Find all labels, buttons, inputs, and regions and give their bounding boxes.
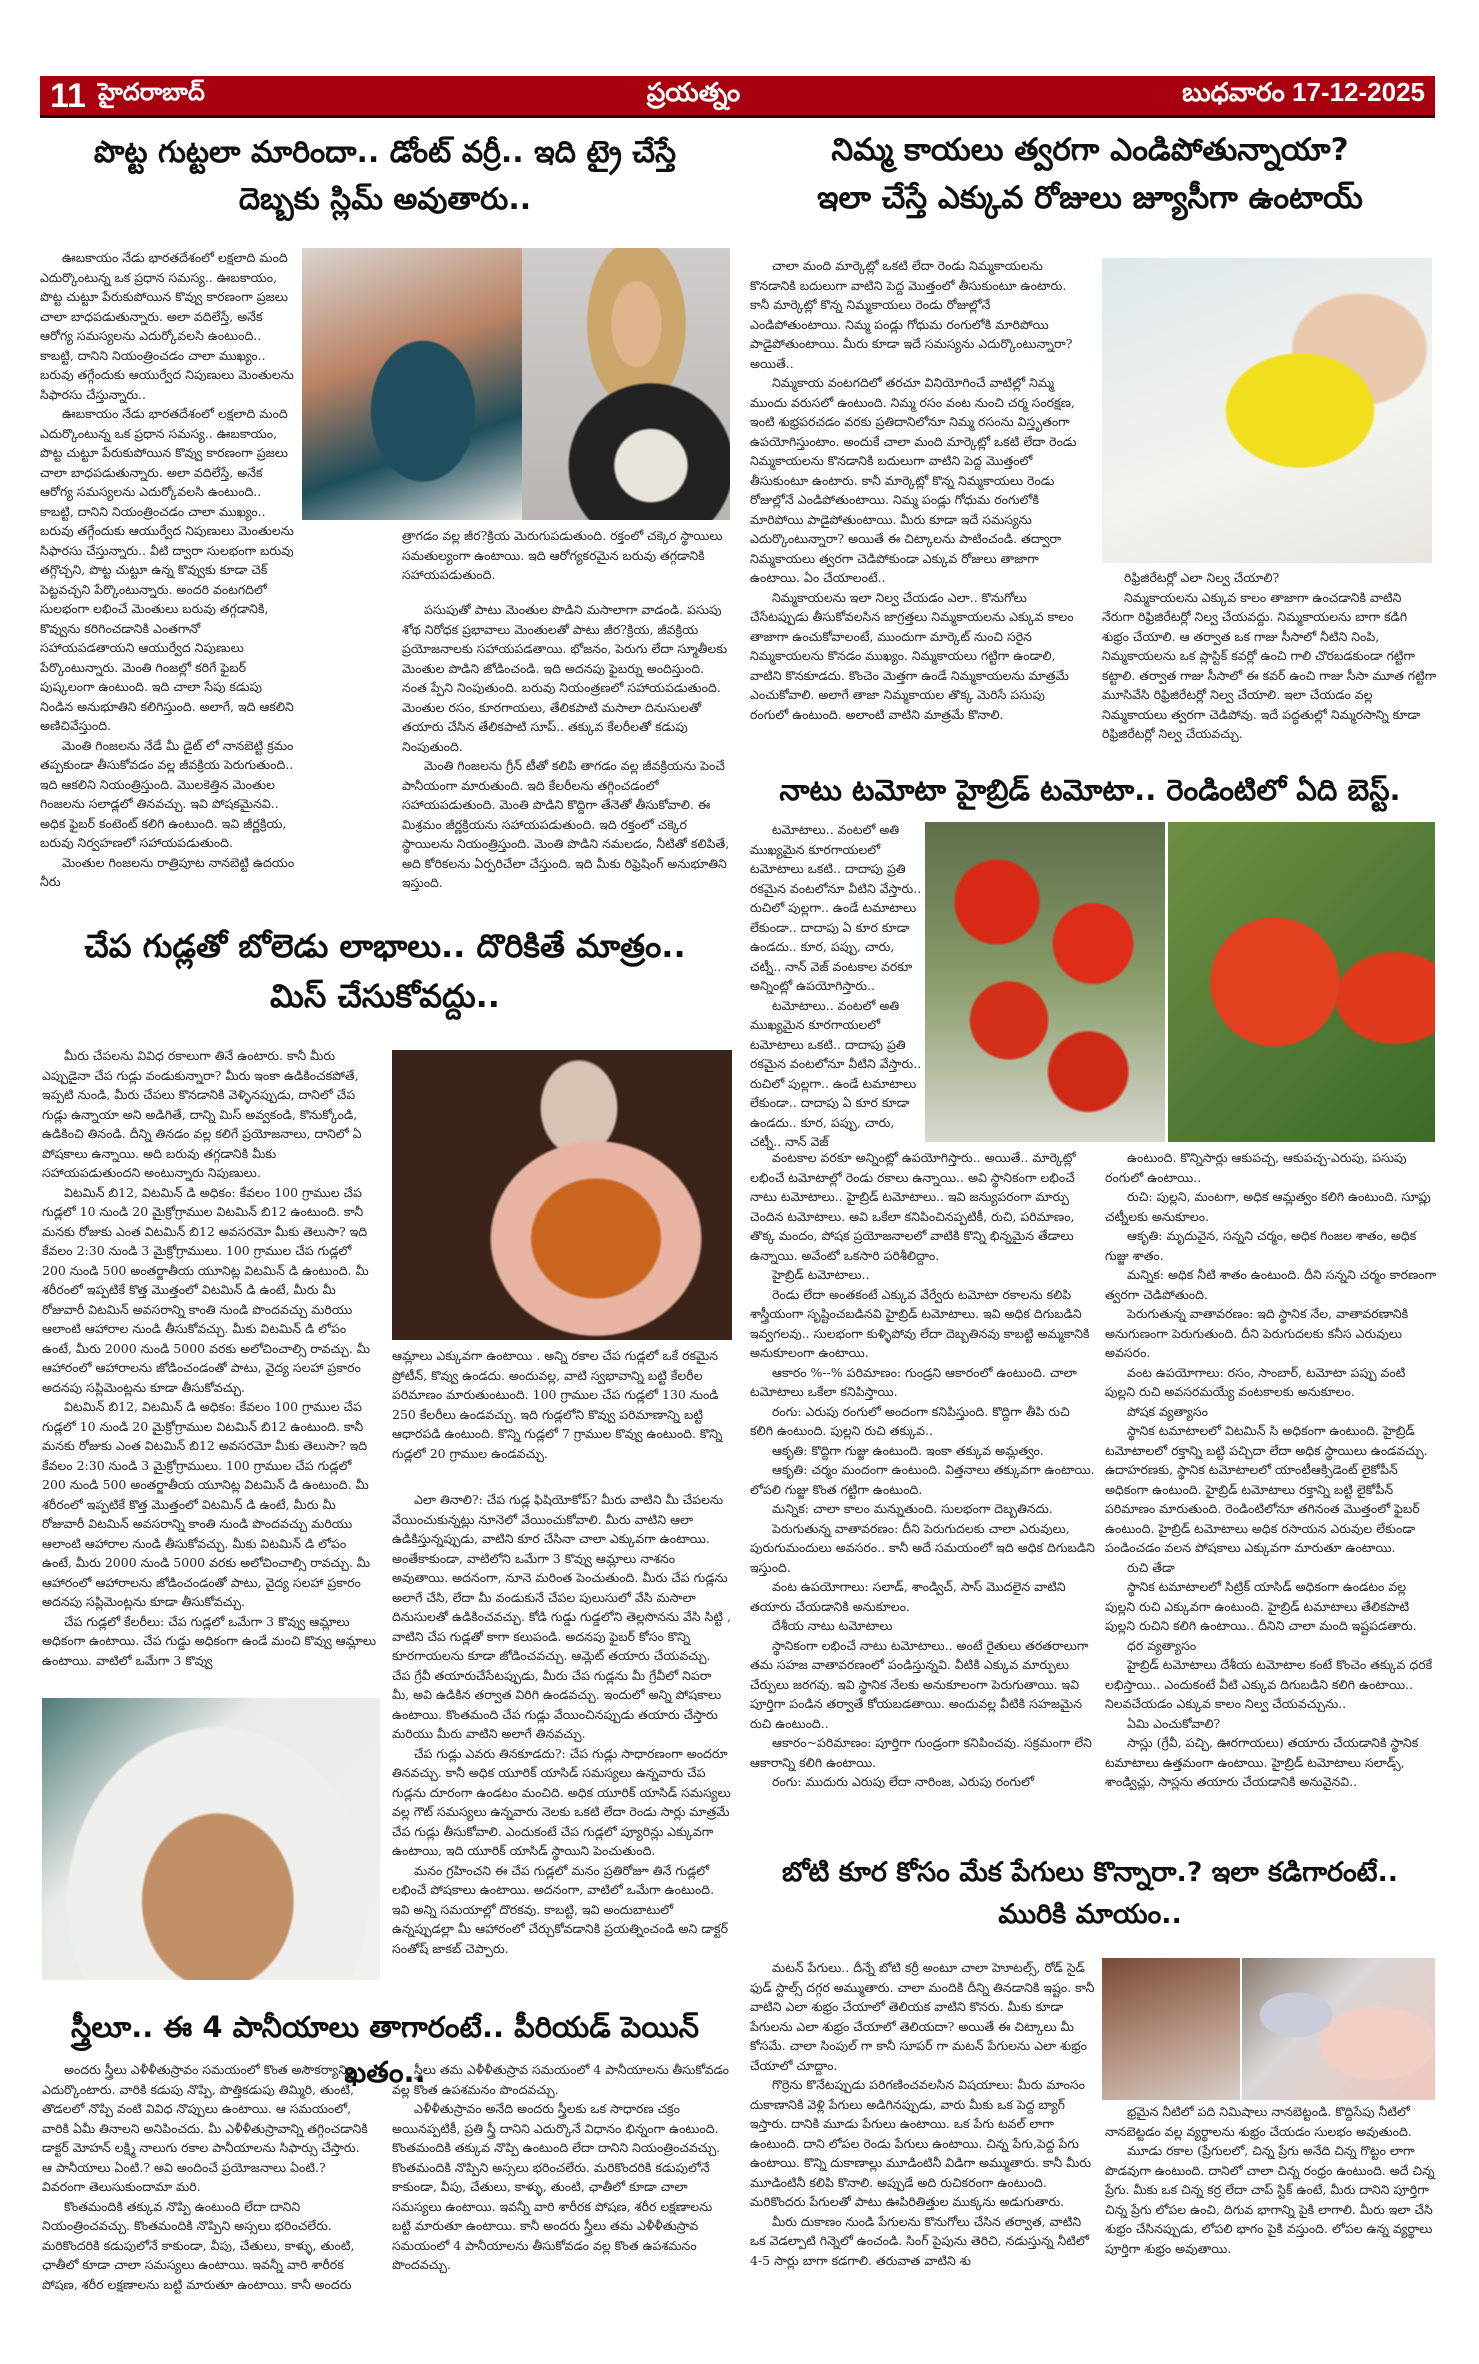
paragraph: ఆకృతి: కొద్దిగా గుజ్జు ఉంటుంది. ఇంకా తక్కువ అమ్లత్వం. (772, 1442, 1044, 1458)
ripe-tomato-closeup-photo (1168, 822, 1435, 1142)
paragraph: చేప గుడ్లలో కేలరీలు: చేప గుడ్లలో ఒమేగా 3 కొవ్వు ఆమ్లాలు అధికంగా ఉంటాయి. చేప గుడ్డు అధికంగా ఉండే మంచి కొవ్వు ఆమ్లాలు ఉంటాయి. వాటిలో ఒమేగా 3 కొవ్వు (42, 1613, 377, 1668)
paragraph: మెంతి గింజలను నేడే మీ డైట్ లో నానబెట్టి క్రమం తప్పకుండా తీసుకోవడం వల్ల జీవక్రియ పెరుగుతుంది.. ఇది ఆకలిని నియంత్రిస్తుంది. మొలకెత్తిన మెంతుల గింజలను సలాడ్లలో తినవచ్చు. ఇవి పోషకమైనవి.. అధిక ఫైబర్ కంటెంట్ కలిగి ఉంటుంది. ఇవి జీర్ణక్రియ, బరువు నిర్వహణలో సహాయపడుతుంది. (40, 737, 294, 850)
headline-line: దెబ్బకు స్లిమ్ అవుతారు.. (238, 181, 532, 217)
paragraph: గొర్రెను కొనేటప్పుడు పరిగణించవలసిన విషయాలు: మీరు మాంసం దుకాణానికి వెళ్లి పేగులు అడిగినప్పుడు, వారు మీకు ఒక పెద్ద బ్యాగ్ ఇస్తారు. దానికి మూడు పేగులు ఉంటాయి. ఒక పేగు టవల్ లాగా ఉంటుంది. దాని లోపల రెండు పేగులు ఉంటాయి. చిన్న పేగు,పెద్ద పేగు ఉంటాయి. కొన్ని దుకాణాల్లు మూడింటినీ విడిగా అమ్ముతారు. కానీ మీరు మూడింటినీ కలిపి కొనాలి. అప్పుడే అది రుచికరంగా ఉంటుంది. మరికొందరు పేగులతో పాటు ఊపిరితిత్తుల ముక్కను అడుగుతారు. (750, 2077, 1092, 2209)
paragraph: వంటకాల వరకూ అన్నింట్లో ఉపయోగిస్తారు.. అయితే.. మార్కెట్లో లభించే టమోటాల్లో రెండు రకాలు ఉన్నాయి.. అవి స్థానికంగా లభించే నాటు టమోటాలు.. హైబ్రిడ్ టమోటాలు.. ఇవి జన్యుపరంగా మార్పు చెందిన టమోటాలు. అవి ఒకేలా కనిపించినప్పటికీ, రుచి, పరిమాణం, తొక్క మందం, పోషక ప్రయోజనాలలో వాటికి కొన్ని భిన్నమైన తేడాలు ఉన్నాయి. అవేంటో ఒకసారి పరిశీలిద్దాం. (750, 1150, 1076, 1263)
paragraph: కొంతమందికి తక్కువ నొప్పి ఉంటుంది లేదా దానిని నియంత్రించవచ్చు. కొంతమందికి నొప్పిని అస్సలు భరించలేరు. మరికొందరికి కడుపులోనే కాకుండా, వీపు, చేతులు, కాళ్ళు, తుంటి, ఛాతీలో కూడా చాలా సమస్యలు ఉంటాయి. ఇవన్నీ వారి శారీరక పోషణ, శరీర లక్షణాలను బట్టి మారుతూ ఉంటాయి. కానీ అందరు (42, 2198, 355, 2292)
photo-shading (392, 1050, 732, 1340)
article-tomato-body-narrow (750, 820, 925, 1152)
paragraph: వంట ఉపయోగాలు: సలాడ్, శాండ్విచ్, సాస్ మొదలైన వాటిని తయారు చేయడానికి అనుకూలం. (750, 1579, 1066, 1614)
article-period-pain-headline: స్త్రీలూ.. ఈ 4 పానీయాలు తాగారంటే.. పీరియడ్ పెయిన్ ఖతం.. (70, 2010, 700, 2089)
paragraph: ఎళీళీతుస్రావం అనేది అందరు స్త్రీలకు ఒక సాధారణ చక్రం అయినప్పటికీ, ప్రతి స్త్రీ దానిని ఎదుర్కొనే విధానం భిన్నంగా ఉంటుంది. కొంతమందికి తక్కువ నొప్పి ఉంటుంది లేదా దానిని నియంత్రించవచ్చు. కొంతమందికి నొప్పిని అస్సలు భరించలేరు. మరికొందరికి కడుపులోనే కాకుండా, వీపు, చేతులు, కాళ్ళు, తుంటి, ఛాతీలో కూడా చాలా సమస్యలు ఉంటాయి. ఇవన్నీ వారి శారీరక పోషణ, శరీర లక్షణాలను బట్టి మారుతూ ఉంటాయి. కానీ అందరు స్త్రీలు తమ ఎళీళీతుస్రావ సమయంలో 4 పానీయాలను తీసుకోవడం వల్ల కొంత ఉపశమనం పొందవచ్చు. (392, 2101, 721, 2272)
paragraph: రంగు: ఎరుపు రంగులో అందంగా కనిపిస్తుంది. కొద్దిగా తీపి రుచి కలిగి ఉంటుంది. పుల్లని రుచి తక్కువ.. (750, 1403, 1070, 1438)
article-belly-body-right (402, 600, 730, 893)
paragraph: పసుపుతో పాటు మెంతుల పొడిని మసాలాగా వాడండి. పసుపు శోథ నిరోధక ప్రభావాలు మెంతులతో పాటు జీర?క్రియ, జీవక్రియ ప్రయోజనాలకు సహాయపడతాయి. భోజనం, పెరుగు లేదా స్మూతీలకు మెంతుల పొడిని జోడించండి. ఇది అదనపు ఫైబర్ను అందిస్తుంది. నంత ప్పేని నింపుతుంది. బరువు నియంత్రణలో సహాయపడుతుంది. మెంతుల రసం, కూరగాయలు, తేలికపాటి మసాలా దినుసులతో తయారు చేసిన తేలికపాటి సూప్.. తక్కువ కేలరీలతో కడుపు నింపుతుంది. (402, 602, 728, 754)
paragraph: మన్నిక: అధిక నీటి శాతం ఉంటుంది. దీని సన్నని చర్మం కారణంగా త్వరగా చెడిపోతుంది. (1105, 1267, 1437, 1302)
fish-roe-on-plate-photo (42, 1698, 380, 1980)
masthead-bar (40, 76, 1435, 118)
edition-city: హైదరాబాద్ (97, 79, 205, 106)
article-lemon-fridge-section (1102, 568, 1437, 744)
headline-line: మిస్ చేసుకోవద్దు.. (270, 976, 500, 1015)
paragraph: దేశీయ నాటు టమోటాలు (772, 1618, 893, 1633)
paragraph: నిమ్మకాయలను ఇలా నిల్వ చేయడం ఎలా.. కొనుగోలు చేసేటప్పుడు తీసుకోవలసిన జాగ్రత్తలు నిమ్మకాయలను ఎక్కువ కాలం తాజాగా ఉంచుకోవాలంటే, ముందుగా మార్కెట్ నుంచి సరైన నిమ్మకాయలను కొనడం ముఖ్యం. నిమ్మకాయలు గట్టిగా ఉండాలి, వాటిని కొనకూడదు. కొంచెం మెత్తగా ఉండే నిమ్మకాయలను మాత్రమే ఎంచుకోవాలి. అలాగే తాజా నిమ్మకాయల తొక్క మెరిసే పసుపు రంగులో ఉంటుంది. అలాంటి వాటిని మాత్రమే కొనాలి. (750, 589, 1074, 722)
paragraph: చాలా మంది మార్కెట్లో ఒకటి లేదా రెండు నిమ్మకాయలను కొనడానికి బదులుగా వాటిని పెద్ద మొత్తంలో తీసుకుంటూ ఉంటారు. కానీ మార్కెట్లో కొన్న నిమ్మకాయలు రెండు రోజుల్లోనే ఎండిపోతుంటాయి. నిమ్మ పండ్లు గోధుమ రంగులోకి మారిపోయి పాడైపోతుంటాయి. మీరు కూడా ఇదే సమస్యను ఎదుర్కొంటున్నారా? అయితే.. (750, 258, 1073, 371)
paragraph: స్థానిక టమాటాలలో విటమిన్ సి అధికంగా ఉంటుంది. హైబ్రిడ్ టమోటాలలో రక్తాన్ని బట్టి పచ్చిదా లేదా అధిక స్థాయిలు ఉండవచ్చు. ఉదాహరణకు, స్థానిక టమోటాలలో యాంటీఆక్సిడెంట్ లైకోపీన్ అధికంగా ఉంటుంది. హైబ్రిడ్ టమోటాలు రక్తాన్ని బట్టి లైకోపీన్ పరిమాణం మారుతుంది. రెండింటిలోనూ తగినంత మొత్తంలో ఫైబర్ ఉంటుంది. హైబ్రిడ్ టమోటాలు అధిక రసాయన ఎరువుల లేకుండా పండించడం వలన పోషకాలు ఎక్కువగా మారుతూ ఉంటాయి. (1105, 1423, 1428, 1555)
paragraph: ఊబకాయం నేడు భారతదేశంలో లక్షలాది మంది ఎదుర్కొంటున్న ఒక ప్రధాన సమస్య.. ఊబకాయం, పొట్ట చుట్టూ పేరుకుపోయిన కొవ్వు కారణంగా ప్రజలు చాలా బాధపడుతున్నారు. అలా వదిలేస్తే, అనేక ఆరోగ్య సమస్యలను ఎదుర్కోవలసి ఉంటుంది.. కాబట్టి, దానిని నియంత్రించడం చాలా ముఖ్యం.. బరువు తగ్గేందుకు ఆయుర్వేద నిపుణులు మెంతులను సిఫారసు చేస్తున్నారు.. (40, 250, 294, 402)
article-lemon-body (750, 256, 1085, 724)
article-boti-headline (745, 1852, 1435, 1936)
lemon-in-plastic-bag-photo (1102, 258, 1432, 563)
paragraph: ఆకృతి: చర్మం మందంగా ఉంటుంది. విత్తనాలు తక్కువగా ఉంటాయి. లోపలి గుజ్జు కొంత గట్టిగా ఉంటుంది. (750, 1462, 1095, 1497)
newspaper-brand: ప్రయత్నం (646, 77, 741, 107)
paragraph: ఆకారం %--% పరిమాణం: గుండ్రని ఆకారంలో ఉంటుంది. చాలా టమోటాలు ఒకేలా కనిపిస్తాయి. (750, 1364, 1077, 1399)
photo-shading (302, 248, 522, 520)
photo-shading (42, 1698, 380, 1980)
article-belly-body-left (40, 248, 295, 892)
article-belly-caption: త్రాగడం వల్ల జీర?క్రియ మెరుగుపడుతుంది. రక్తంలో చక్కెర స్థాయిలు సమతుల్యంగా ఉంటాయి. ఇది ఆరోగ్యకరమైన బరువు తగ్గడానికి సహాయపడుతుంది. (402, 528, 723, 582)
article-fish-roe-body-right (392, 1490, 732, 1958)
photo-shading (522, 248, 730, 520)
article-fish-roe-headline (40, 922, 730, 1021)
headline-line: పొట్ట గుట్టలా మారిందా.. డోంట్ వర్రీ.. ఇది ట్రై చేస్తే (93, 135, 677, 170)
masthead-left (50, 76, 205, 115)
paragraph: టమోటాలు.. వంటలో అతి ముఖ్యమైన కూరగాయలలో టమోటాలు ఒకటి.. దాదాపు ప్రతి రకమైన వంటలోనూ వీటిని వేస్తారు.. రుచిలో పుల్లగా.. ఉండే టమాటాలు లేకుండా.. దాదాపు ఏ కూర కూడా ఉండదు.. కూర, పప్పు, చారు, చట్నీ.. నాన్ వెజ్ (750, 997, 922, 1149)
paragraph: పోషక వ్యత్యాసం (1127, 1403, 1208, 1419)
article-belly-headline (40, 130, 730, 223)
goat-intestines-in-plate-photo (1242, 1958, 1435, 2100)
headline-line: ఇలా చేస్తే ఎక్కువ రోజులు జ్యూసీగా ఉంటాయ్ (817, 180, 1363, 217)
photo-shading (925, 822, 1165, 1142)
article-tomato-headline: నాటు టమోటా హైబ్రిడ్ టమోటా.. రెండింటిలో ఏది బెస్ట్. (779, 773, 1401, 807)
paragraph: నిమ్మకాయలను ఎక్కువ కాలం తాజాగా ఉంచడానికి వాటిని నేరుగా రిఫ్రిజిరేటర్లో నిల్వ చేయవద్దు. నిమ్మకాయలను బాగా కడిగి శుభ్రం చేయాలి. ఆ తర్వాత ఒక గాజు సీసాలో నీటిని నింపి, నిమ్మకాయలను ఒక ప్లాస్టిక్ కవర్లో ఉంచి గాలి చొరబడకుండా గట్టిగా కట్టాలి. తర్వాత గాజు సీసాలో ఈ కవర్ ఉంచి గాజు సీసా మూత గట్టిగా మూసివేసి రిఫ్రిజిరేటర్లో నిల్వ చేయాలి. ఇలా చేయడం వల్ల నిమ్మకాయలు త్వరగా చెడిపోవు. ఇదే పద్ధతుల్లో నిమ్మరసాన్ని కూడా రిఫ్రిజిరేటర్లో నిల్వ చేయవచ్చు. (1102, 589, 1437, 741)
fish-with-roe-photo (392, 1050, 732, 1340)
paragraph: స్థానిక టమాటాలలో సిట్రిక్ యాసిడ్ అధికంగా ఉండటం వల్ల పుల్లని రుచి ఎక్కువగా ఉంటుంది. హైబ్రిడ్ టమాటాలు తేలికపాటి పుల్లని రుచిని కలిగి ఉంటాయి.. దీనిని చాలా మంది ఇష్టపడతారు. (1105, 1579, 1417, 1633)
paragraph: మటన్ పేగులు.. దీన్నే బోటి కర్రీ అంటూ చాలా హెూటల్స్, రోడ్ సైడ్ ఫుడ్ స్టాల్స్ దగ్గర అమ్ముతారు. చాలా మందికి దీన్ని తినడానికి ఇష్టం. కానీ వాటిని ఎలా శుభ్రం చేయాలో తెలియక వాటిని కొనరు. మీకు కూడా పేగులను ఎలా శుభ్రం చేయాలో తెలియదా? అయితే ఈ చిట్కాలు మీ కోసమే. చాలా సింపుల్ గా కానీ సూపర్ గా మటన్ పేగులను ఎలా శుభ్రం చేయాలో చూద్దాం. (750, 1960, 1095, 2073)
paragraph: ఏమి ఎంచుకోవాలి? (1127, 1715, 1221, 1731)
paragraph: ఎలా తినాలి?: చేప గుడ్ల ఫిషియోకోప్? మీరు వాటిని మీ చేపలను వేయించుకున్నట్లు నూనెలో వేయించుకోవాలి. మీరు వాటిని ఆలా ఉడికిస్తున్నప్పుడు, వాటిని కూర చేసినా చాలా ఎక్కువగా ఉంటాయి. అంతేకాకుండా, వాటిలోని ఒమేగా 3 కొవ్వు ఆమ్లాలు నాశనం అవుతాయి. అదనంగా, నూనె మరింత పెంచుతుంది. మీరు చేప గుడ్లను అలాగే చేసి, లేదా మీ వండుకునే చేపల పులుసులో వేసి మసాలా దినుసులతో ఉడికించవచ్చు. కోడి గుడ్డు గుడ్డలోని తెల్లసొనను వేసి సిట్టి , వాటిని చేప గుడ్లతో కాగా కలుపండి. అదనపు ఫైబర్ కోసం కొన్ని కూరగాయలను కూడా జోడించవచ్చు. ఆమ్లెట్ తయారు చేయవచ్చు. చేప గ్రేవీ తయారుచేసేటప్పుడు, మీరు చేప గుడ్లను మీ గ్రేవీలో నిపరా మీ, అవి ఉడికిన తర్వాత విరిగి ఉండవచ్చు. ఇందులో అన్ని పోషకాలు ఉంటాయి. కొంతమంది చేప గుడ్లు వేయించినప్పుడు తయారు చేస్తారు మరియు మీరు వాటిని అలాగే తినవచ్చు. (392, 1492, 731, 1741)
headline-line: చేప గుడ్లతో బోలెడు లాభాలు.. దొరికితే మాత్రం.. (84, 927, 686, 965)
paragraph: ధర వ్యత్యాసం (1127, 1637, 1197, 1653)
article-tomato-body-left (750, 1148, 1095, 1792)
fridge-subheading: రిఫ్రిజిరేటర్లో ఎలా నిల్వ చేయాలి? (1124, 570, 1280, 585)
photo-shading (1242, 1958, 1435, 2100)
paragraph: రెండు లేదా అంతకంటే ఎక్కువ వేర్వేరు టమోటా రకాలను కలిపి శాస్త్రీయంగా సృష్టించబడినవి హైబ్రిడ్ టమోటాలు. ఇవి అధిక దిగుబడిని ఇవ్వగలవు.. సులభంగా కుళ్ళిపోవు లేదా దెబ్బతినవు కాబట్టి అమ్మకానికి అనుకూలంగా ఉంటాయి. (750, 1286, 1090, 1360)
photo-shading (1102, 258, 1432, 563)
paragraph: చేప గుడ్లు ఎవరు తినకూడదు?: చేప గుడ్లు సాధారణంగా అందరూ తినవచ్చు. కానీ అధిక యూరిక్ యాసిడ్ సమస్యలు ఉన్నవారు చేప గుడ్లను దూరంగా ఉండటం మంచిది. అధిక యూరిక్ యాసిడ్ సమస్యలు వల్ల గౌట్ సమస్యలు ఉన్నవారు నెలకు ఒకటి లేదా రెండు సార్లు మాత్రమే చేప గుడ్లు తీసుకోవాలి. ఎందుకంటే చేప గుడ్లలో ప్యూరిన్లు ఎక్కువగా ఉంటాయి, ఇది యూరిక్ యాసిడ్ స్థాయిని పెంచుతుంది. (392, 1745, 731, 1858)
headline-line: బోటి కూర కోసం మేక పేగులు కొన్నారా.? ఇలా కడిగారంటే.. (781, 1857, 1399, 1888)
paragraph: అందరు స్త్రీలు ఎళీళీతుస్రావం సమయంలో కొంత అసౌకర్యాన్ని ఎదుర్కొంటారు. వారికి కడుపు నొప్పి, పొత్తికడుపు తిమ్మిరి, తుంటి, తొడలలో నొప్పి వంటి వివిధ నొప్పులు ఉంటాయి. ఆ సమయంలో, వారికి ఏమీ తినాలని అనిపించదు. మీ ఎళీళీతుస్రావాన్ని తగ్గించడానికి డాక్టర్ మోహన్ లక్ష్మి నాలుగు రకాల పానీయాలను సిఫార్సు చేస్తారు. ఆ పానీయాలు ఏంటి.? అవి అందించే ప్రయోజనాలు ఏంటి.? వివరంగా తెలుసుకుందామా మరి. (42, 2062, 368, 2194)
article-lemon-headline (745, 126, 1435, 222)
paragraph: మెంతి గింజలను గ్రీన్ టీతో కలిపి తాగడం వల్ల జీవక్రియను పెంచే పానీయంగా మారుతుంది. ఇది కేలరీలను తగ్గించడంలో సహాయపడుతుంది. మెంతి పొడిని కొద్దిగా తేనెతో తీసుకోవాలి. ఈ మిశ్రమం జీర్ణక్రియను సహాయపడుతుంది. ఇది రక్తంలో చక్కెర స్థాయిలను నియంత్రిస్తుంది. మెంతి పొడిని నమలడం, నీటితో కలిపితే, అది కోరికలను ఏర్పరిచేలా చేస్తుంది. ఇది మీకు రిఫ్రెషింగ్ అనుభూతిని ఇస్తుంది. (402, 758, 730, 890)
article-period-pain-body-left (42, 2060, 372, 2294)
page-number: 11 (50, 76, 86, 115)
paragraph: మీరు దుకాణం నుండి పేగులను కొనుగోలు చేసిన తర్వాత, వాటిని ఒక వెడల్పాటి గిన్నెలో ఉంచండి. సింగ్ పైపును తెరిచి, నడుస్తున్న నీటిలో 4-5 సార్లు బాగా కడగాలి. తరువాత వాటిని శు (750, 2213, 1089, 2268)
article-fish-roe-caption: ఆమ్లాలు ఎక్కువగా ఉంటాయి . అన్ని రకాల చేప గుడ్లలో ఒకే రకమైన ప్రోటీన్, కొవ్వు ఉండదు. అందువల్ల, వాటి స్వభావాన్ని బట్టి కేలరీల పరిమాణం మారుతుంటుంది. 100 గ్రాముల చేప గుడ్లలో 130 నుండి 250 కేలరీలు ఉండవచ్చు. ఇది గుడ్లలోని కొవ్వు పరిమాణాన్ని బట్టి ఆధారపడి ఉంటుంది. కొన్ని గుడ్లలో 7 గ్రాముల కొవ్వు ఉంటుంది. కొన్ని గుడ్లలో 20 గ్రాముల ఉండవచ్చు. (392, 1348, 723, 1461)
paragraph: విటమిన్ బి12, విటమిన్ డి అధికం: కేవలం 100 గ్రాముల చేప గుడ్లలో 10 నుండి 20 మైక్రోగ్రాముల విటమిన్ బి12 ఉంటుంది. కానీ మనకు రోజుకు ఎంత విటమిన్ బి12 అవసరమో మీకు తెలుసా? ఇది కేవలం 2:30 నుండి 3 మైక్రోగ్రాములు. 100 గ్రాముల చేప గుడ్లలో 200 నుండి 500 అంతర్జాతీయ యూనిట్ల విటమిన్ డి ఉంటుంది. మీ శరీరంలో ఇప్పటికే కొత్త మొత్తంలో విటమిన్ డి ఉంటే, మీరు మీ రోజువారీ విటమిన్ అవసరాన్ని కాంతి నుండి పొందవచ్చు మరియు ఆలాంటి ఆహారాల నుండి తీసుకోవచ్చు. మీకు విటమిన్ డి లోపం ఉంటే, మీరు 2000 నుండి 5000 వరకు అలోచించాల్సి రావచ్చు. మీ ఆహారంలో ఆహారాలను జోడించండంతో పాటు, వైద్య సలహా ప్రకారం అదనపు సప్లిమెంట్లను కూడా తీసుకోవచ్చు. (42, 1184, 371, 1395)
article-fish-roe-body-left (42, 1046, 377, 1670)
paragraph: స్త్రీలు తమ ఎళీళీతుస్రావ సమయంలో 4 పానీయాలను తీసుకోవడం వల్ల కొంత ఉపశమనం పొందవచ్చు. (392, 2062, 730, 2097)
paragraph: ఆకృతి: మృదువైన, సన్నని చర్మం, అధిక గింజల శాతం, అధిక గుజ్జు శాతం. (1105, 1228, 1417, 1263)
paragraph: సాస్లు (గ్రేవీ, పచ్చి, ఊరగాయలు) తయారు చేయడానికి స్థానిక టమాటాలు ఉత్తమంగా ఉంటాయి. హైబ్రిడ్ టమోటాలు సలాడ్స్, శాండ్విచ్లు, సాస్లను తయారు చేయడానికి అనువైనవి.. (1105, 1735, 1419, 1789)
paragraph: హైబ్రిడ్ టమోటాలు.. (772, 1267, 870, 1282)
paragraph: మీరు చేపలను వివిధ రకాలుగా తినే ఉంటారు. కానీ మీరు ఎప్పుడైనా చేప గుడ్లు వండుకున్నారా? మీరు ఇంకా ఉడికించకపోతే, ఇప్పటి నుండి, మీరు చేపలు కొనడానికి వెళ్ళినప్పుడు, దానిలో చేప గుడ్లు ఉన్నాయా అని అడిగితే, దాన్ని మిస్ అవ్వకండి, కొనుక్కోండి, ఉడికించి తినండి. దీన్ని తినడం వల్ల కలిగే ప్రయోజనాలు, దానిలో ఏ పోషకాలు ఉన్నాయి. అది బరువు తగ్గడానికి మీకు సహాయపడుతుందని అంటున్నారు నిపుణులు. (42, 1048, 362, 1180)
paragraph: మన్నిక: చాలా కాలం మన్నుతుంది. సులభంగా దెబ్బతినదు. (772, 1501, 1053, 1516)
headline-line: మురికి మాయం.. (998, 1898, 1182, 1930)
article-period-pain-body-right (392, 2060, 732, 2275)
paragraph: రుచి: పుల్లని, మంటగా, అధిక ఆమ్లత్వం కలిగి ఉంటుంది. సూప్లు చట్నీలకు అనుకూలం. (1105, 1189, 1431, 1224)
headline-line: నిమ్మ కాయలు త్వరగా ఎండిపోతున్నాయా? (831, 132, 1349, 168)
issue-date: బుధవారం 17-12-2025 (1182, 77, 1425, 107)
paragraph: ఉంటుంది. కొన్నిసార్లు ఆకుపచ్చ, ఆకుపచ్చ-ఎరుపు, పసుపు రంగులో ఉంటాయి.. (1105, 1150, 1407, 1185)
paragraph: స్థానికంగా లభించే నాటు టమోటాలు.. అంటే రైతులు తరతరాలుగా తమ సహజ వాతావరణంలో పండిస్తున్నవి. వీటికి ఎక్కువ మార్పులు చేర్పులు జరగవు. ఇవి స్థానిక నేలకు అనుకూలంగా పెరుగుతాయి. ఇవి పూర్తిగా పండిన తర్వాతే కోయబడతాయి. అందువల్ల వీటికి సహజమైన రుచి ఉంటుంది.. (750, 1637, 1089, 1731)
photo-shading (1168, 822, 1435, 1142)
paragraph: రంగు: ముదురు ఎరుపు లేదా నారింజ, ఎరుపు రంగులో (772, 1774, 1034, 1789)
paragraph: టమోటాలు.. వంటలో అతి ముఖ్యమైన కూరగాయలలో టమోటాలు ఒకటి.. దాదాపు ప్రతి రకమైన వంటలోనూ వీటిని వేస్తారు.. రుచిలో పుల్లగా.. ఉండే టమాటాలు లేకుండా.. దాదాపు ఏ కూర కూడా ఉండదు.. కూర, పప్పు, చారు, చట్నీ.. నాన్ వెజ్ వంటకాల వరకూ అన్నింట్లో ఉపయోగిస్తారు.. (750, 822, 922, 993)
paragraph: పెరుగుతున్న వాతావరణం: ఇది స్థానిక నేల, వాతావరణానికి అనుగుణంగా పెరుగుతుంది. దీని పెరుగుదలకు కనీస ఎరువులు అవసరం. (1105, 1306, 1409, 1360)
paragraph: భ్రమైన నీటిలో పది నిమిషాలు నానబెట్టండి. కొద్దిసేపు నీటిలో నానబెట్టడం వల్ల వ్యర్థాలను శుభ్రం చేయడం సులభం అవుతుంది. (1105, 2104, 1412, 2139)
paragraph: రుచి తేడా (1127, 1559, 1175, 1575)
article-boti-body-right (1105, 2102, 1437, 2258)
paragraph: హైబ్రిడ్ టమోటాలు దేశీయ టమోటాల కంటే కొంచెం తక్కువ ధరకే లభిస్తాయి.. ఎందుకంటే వీటి ఎక్కువ దిగుబడిని కలిగి ఉంటాయి.. నిలవచేయడం ఎక్కువ కాలం నిల్వ చేయవచ్చును.. (1105, 1657, 1433, 1711)
article-tomato-body-right (1105, 1148, 1437, 1792)
paragraph: మెంతుల గింజలను రాత్రిపూట నానబెట్టి ఉదయం నీరు (40, 854, 295, 889)
paragraph: మనం గ్రహించని ఈ చేప గుడ్లలో మనం ప్రతిరోజూ తినే గుడ్లలో లభించే పోషకాలు ఉంటాయి. అదనంగా, వాటిలో ఒమేగా ఉంటుంది. ఇవి అన్ని సమయాల్లో దొరకవు. కాబట్టి, ఇవి అందుబాటులో ఉన్నప్పుడల్లా మీ ఆహారంలో చేర్చుకోవడానికి ప్రయత్నించండి అని డాక్టర్ సంతోష్ జాకబ్ చెప్పారు. (392, 1862, 728, 1956)
paragraph: ఊబకాయం నేడు భారతదేశంలో లక్షలాది మంది ఎదుర్కొంటున్న ఒక ప్రధాన సమస్య.. ఊబకాయం, పొట్ట చుట్టూ పేరుకుపోయిన కొవ్వు కారణంగా ప్రజలు చాలా బాధపడుతున్నారు. అలా వదిలేస్తే, అనేక ఆరోగ్య సమస్యలను ఎదుర్కోవలసి ఉంటుంది.. కాబట్టి, దానిని నియంత్రించడం చాలా ముఖ్యం.. బరువు తగ్గేందుకు ఆయుర్వేద నిపుణులు మెంతులను సిఫారసు చేస్తున్నారు.. వీటి ద్వారా సులభంగా బరువు తగ్గొచ్చని, పొట్ట చుట్టూ ఉన్న కొవ్వుకు కూడా చెక్ పెట్టవచ్చని పేర్కొంటున్నారు. అందరి వంటగదిలో సులభంగా లభించే మెంతులు బరువు తగ్గడానికి, కొవ్వును కరిగించడానికి ఎంతగానో సహాయపడతాయని ఆయుర్వేద నిపుణులు పేర్కొంటున్నారు. మెంతి గింజల్లో కరిగే ఫైబర్ పుష్కలంగా ఉంటుంది. ఇది చాలా సేపు కడుపు నిండిన అనుభూతిని కలిగిస్తుంది. అలాగే, ఇది ఆకలిని అణిచివేస్తుంది. (40, 406, 294, 733)
woman-with-weighing-scale-photo (522, 248, 730, 520)
paragraph: పెరుగుతున్న వాతావరణం: దీని పెరుగుదలకు చాలా ఎరువులు, పురుగుమందులు అవసరం.. కానీ అదే సమయంలో ఇది అధిక దిగుబడిని ఇస్తుంది. (750, 1520, 1095, 1575)
paragraph: నిమ్మకాయ వంటగదిలో తరచూ వినియోగించే వాటిల్లో నిమ్మ ముందు వరుసలో ఉంటుంది. నిమ్మ రసం వంట నుంచి చర్మ సంరక్షణ, ఇంటి శుభ్రపరచడం వరకు ప్రతిదానిలోనూ నిమ్మ రసంను విస్తృతంగా ఉపయోగిస్తుంటాం. అందుకే చాలా మంది మార్కెట్లో ఒకటి లేదా రెండు నిమ్మకాయలను కొనడానికి బదులుగా వాటిని పెద్ద మొత్తంలో తీసుకుంటూ ఉంటారు. కానీ మార్కెట్లో కొన్న నిమ్మకాయలు రెండు రోజుల్లోనే ఎండిపోతుంటాయి. నిమ్మ పండ్లు గోధుమ రంగులోకి మారిపోయి పాడైపోతుంటాయి. మీరు కూడా ఇదే సమస్యను ఎదుర్కొంటున్నారా? అయితే ఈ చిట్కాలను పాటించండి. తద్వారా నిమ్మకాయలు త్వరగా చెడిపోకుండా ఎక్కువ రోజులు తాజాగా ఉంటాయి. ఏం చేయాలంటే.. (750, 375, 1077, 585)
paragraph: ఆకారం~పరిమాణం: పూర్తిగా గుండ్రంగా కనిపించవు. సక్రమంగా లేని ఆకారాన్ని కలిగి ఉంటాయి. (750, 1735, 1092, 1770)
paragraph: వంట ఉపయోగాలు: రసం, సాంబార్, టమోటా పప్పు వంటి పుల్లని రుచి అవసరమయ్యే వంటకాలకు అనుకూలం. (1105, 1364, 1406, 1399)
article-boti-body-left (750, 1958, 1095, 2270)
paragraph: విటమిన్ బి12, విటమిన్ డి అధికం: కేవలం 100 గ్రాముల చేప గుడ్లలో 10 నుండి 20 మైక్రోగ్రాముల విటమిన్ బి12 ఉంటుంది. కానీ మనకు రోజుకు ఎంత విటమిన్ బి12 అవసరమో మీకు తెలుసా? ఇది కేవలం 2:30 నుండి 3 మైక్రోగ్రాములు. 100 గ్రాముల చేప గుడ్లలో 200 నుండి 500 అంతర్జాతీయ యూనిట్ల విటమిన్ డి ఉంటుంది. మీ శరీరంలో ఇప్పటికే కొత్త మొత్తంలో విటమిన్ డి ఉంటే, మీరు మీ రోజువారీ విటమిన్ అవసరాన్ని కాంతి నుండి పొందవచ్చు మరియు ఆలాంటి ఆహారాల నుండి తీసుకోవచ్చు. మీకు విటమిన్ డి లోపం ఉంటే, మీరు 2000 నుండి 5000 వరకు అలోచించాల్సి రావచ్చు. మీ ఆహారంలో ఆహారాలను జోడించండంతో పాటు, వైద్య సలహా ప్రకారం అదనపు సప్లిమెంట్లను కూడా తీసుకోవచ్చు. (42, 1399, 371, 1609)
tomatoes-on-vine-photo (925, 822, 1165, 1142)
woman-holding-belly-photo (302, 248, 522, 520)
goat-intestine-towel-photo (1102, 1958, 1240, 2100)
paragraph: మూడు రకాల (ప్రేగులలో, చిన్న ప్రేగు అనేది చిన్న గొట్టం లాగా పొడవుగా ఉంటుంది. దానిలో చాలా చిన్న రంధ్రం ఉంటుంది. అదే చిన్న ప్రేగు. మీకు ఒక చిన్న కర్ర లేదా చాప్ స్టిక్ ఉంటే, మీరు దానిని పూర్తిగా చిన్న ప్రేగు లోపల ఉంచి, దిగువ భాగాన్ని పైకి లాగాలి. మీరు ఇలా చేసి శుభ్రం చేసినప్పుడు, లోపలి భాగం పైకి వస్తుంది. లోపల ఉన్న వ్యర్థాలు పూర్తిగా శుభ్రం అవుతాయి. (1105, 2143, 1435, 2256)
